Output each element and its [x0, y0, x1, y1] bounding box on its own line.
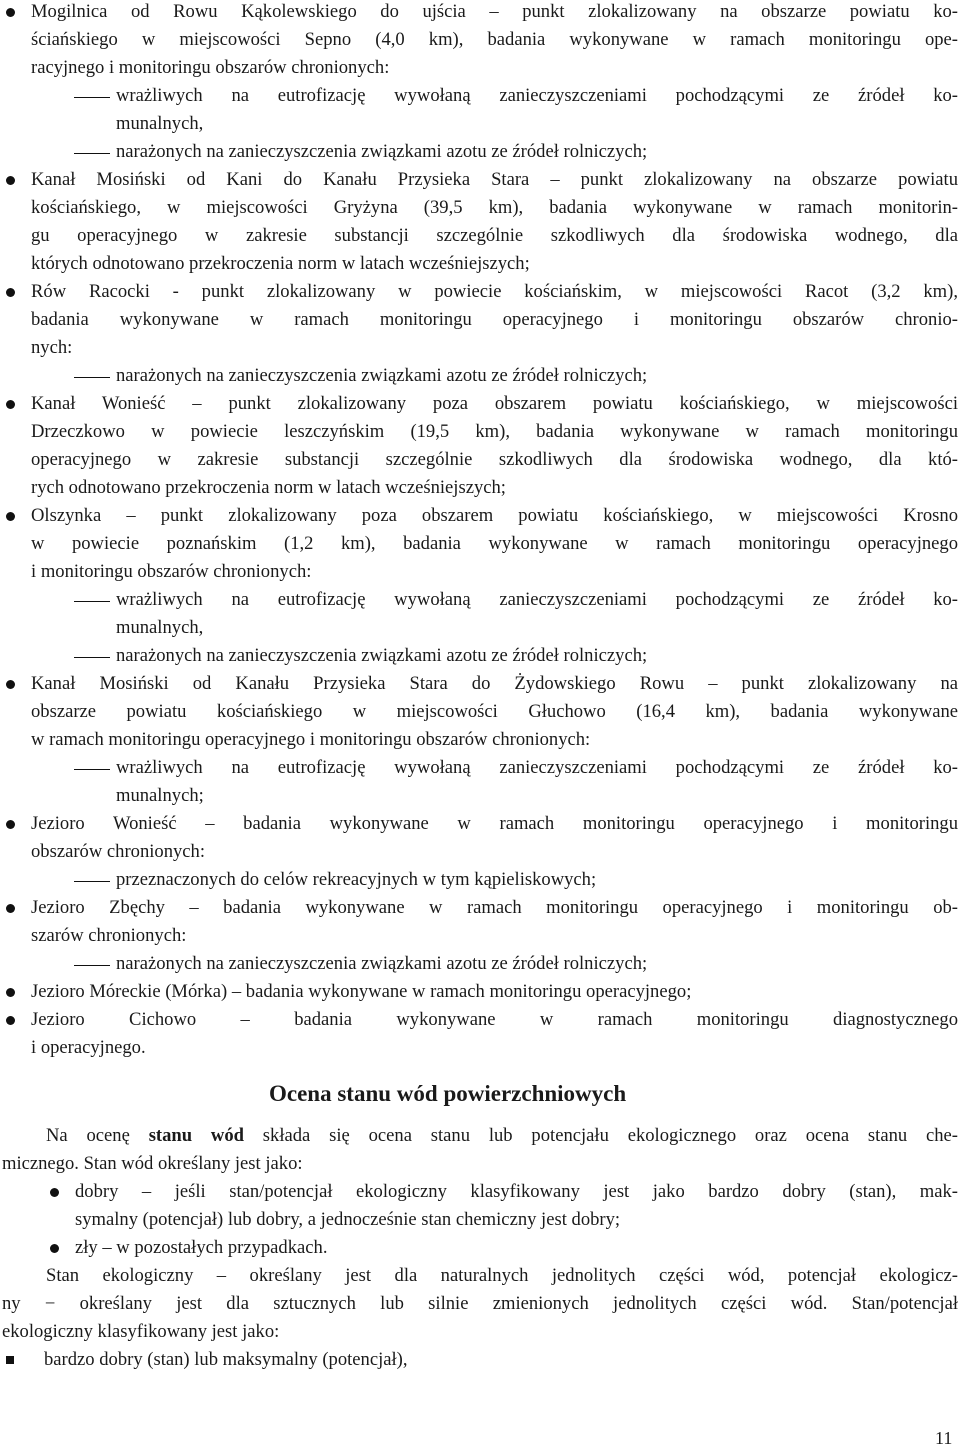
text-line: obszarze powiatu kościańskiego w miejscowości Głuchowo (16,4 km), badania wykonywane: [31, 701, 958, 722]
bullet-icon: [6, 904, 15, 913]
list-line: symalny (potencjał) lub dobry, a jednocześnie stan chemiczny jest dobry;: [75, 1209, 621, 1230]
text-line: Mogilnica od Rowu Kąkolewskiego do ujścia – punkt zlokalizowany na obszarze powiatu ko-: [31, 1, 958, 22]
bullet-icon: [6, 8, 15, 17]
text-line: wrażliwych na eutrofizację wywołaną zanieczyszczeniami pochodzącymi ze źródeł ko-: [116, 757, 958, 778]
dash-icon: [74, 965, 110, 966]
text-line: i monitoringu obszarów chronionych:: [31, 561, 312, 582]
list-line: zły – w pozostałych przypadkach.: [75, 1237, 328, 1258]
paragraph-line: micznego. Stan wód określany jest jako:: [2, 1153, 303, 1174]
text-line: i operacyjnego.: [31, 1037, 146, 1058]
bullet-icon: [6, 400, 15, 409]
dash-icon: [74, 769, 110, 770]
text-line: Olszynka – punkt zlokalizowany poza obszarem powiatu kościańskiego, w miejscowości Krosno: [31, 505, 958, 526]
text-line: badania wykonywane w ramach monitoringu operacyjnego i monitoringu obszarów chronio-: [31, 309, 958, 330]
bold-term: stanu wód: [148, 1125, 244, 1146]
paragraph-line: ny − określany jest dla sztucznych lub silnie zmienionych jednolitych części wód. Stan/potencjał: [2, 1293, 958, 1314]
text-line: Jezioro Zbęchy – badania wykonywane w ramach monitoringu operacyjnego i monitoringu ob-: [31, 897, 958, 918]
bullet-icon: [6, 1016, 15, 1025]
dash-icon: [74, 657, 110, 658]
paragraph-text: Na ocenę: [46, 1125, 149, 1146]
bullet-icon: [50, 1244, 59, 1253]
paragraph-line: [46, 1125, 958, 1147]
page-number: 11: [935, 1428, 953, 1448]
text-line: narażonych na zanieczyszczenia związkami azotu ze źródeł rolniczych;: [116, 141, 648, 162]
dash-icon: [74, 601, 110, 602]
text-line: w ramach monitoringu operacyjnego i monitoringu obszarów chronionych:: [31, 729, 591, 750]
text-line: Jezioro Cichowo – badania wykonywane w ramach monitoringu diagnostycznego: [31, 1009, 958, 1030]
paragraph-line: ekologiczny klasyfikowany jest jako:: [2, 1321, 280, 1342]
text-line: munalnych;: [116, 785, 204, 806]
text-line: gu operacyjnego w zakresie substancji szczególnie szkodliwych dla środowiska wodnego, dla: [31, 225, 958, 246]
text-line: racyjnego i monitoringu obszarów chronionych:: [31, 57, 390, 78]
paragraph-line: Stan ekologiczny – określany jest dla naturalnych jednolitych części wód, potencjał ekologicz-: [46, 1265, 958, 1286]
dash-icon: [74, 153, 110, 154]
text-line: munalnych,: [116, 113, 204, 134]
paragraph-text: składa się ocena stanu lub potencjału ekologicznego oraz ocena stanu che-: [243, 1125, 958, 1146]
text-line: których odnotowano przekroczenia norm w latach wcześniejszych;: [31, 253, 530, 274]
text-line: kościańskiego, w miejscowości Gryżyna (39,5 km), badania wykonywane w ramach monitorin-: [31, 197, 958, 218]
text-line: Kanał Wonieść – punkt zlokalizowany poza obszarem powiatu kościańskiego, w miejscowości: [31, 393, 958, 414]
text-line: Jezioro Móreckie (Mórka) – badania wykonywane w ramach monitoringu operacyjnego;: [31, 981, 692, 1002]
text-line: Kanał Mosiński od Kani do Kanału Przysieka Stara – punkt zlokalizowany na obszarze powiatu: [31, 169, 958, 190]
text-line: rych odnotowano przekroczenia norm w latach wcześniejszych;: [31, 477, 506, 498]
text-line: Kanał Mosiński od Kanału Przysieka Stara do Żydowskiego Rowu – punkt zlokalizowany na: [31, 673, 958, 694]
bullet-icon: [6, 512, 15, 521]
bullet-icon: [6, 820, 15, 829]
bullet-icon: [6, 680, 15, 689]
text-line: operacyjnego w zakresie substancji szczególnie szkodliwych dla środowiska wodnego, dla któ-: [31, 449, 958, 470]
text-line: szarów chronionych:: [31, 925, 187, 946]
text-line: narażonych na zanieczyszczenia związkami azotu ze źródeł rolniczych;: [116, 953, 648, 974]
bullet-icon: [6, 288, 15, 297]
text-line: przeznaczonych do celów rekreacyjnych w tym kąpieliskowych;: [116, 869, 597, 890]
text-line: obszarów chronionych:: [31, 841, 206, 862]
list-line: bardzo dobry (stan) lub maksymalny (potencjał),: [44, 1349, 408, 1370]
text-line: wrażliwych na eutrofizację wywołaną zanieczyszczeniami pochodzącymi ze źródeł ko-: [116, 85, 958, 106]
bullet-icon: [6, 988, 15, 997]
text-line: w powiecie poznańskim (1,2 km), badania wykonywane w ramach monitoringu operacyjnego: [31, 533, 958, 554]
bullet-icon: [6, 176, 15, 185]
list-line: dobry – jeśli stan/potencjał ekologiczny klasyfikowany jest jako bardzo dobry (stan), mak-: [75, 1181, 958, 1202]
text-line: wrażliwych na eutrofizację wywołaną zanieczyszczeniami pochodzącymi ze źródeł ko-: [116, 589, 958, 610]
section-heading: Ocena stanu wód powierzchniowych: [269, 1081, 627, 1106]
text-line: narażonych na zanieczyszczenia związkami azotu ze źródeł rolniczych;: [116, 645, 648, 666]
text-line: Jezioro Wonieść – badania wykonywane w ramach monitoringu operacyjnego i monitoringu: [31, 813, 958, 834]
text-line: ściańskiego w miejscowości Sepno (4,0 km), badania wykonywane w ramach monitoringu ope-: [31, 29, 958, 50]
text-line: munalnych,: [116, 617, 204, 638]
text-line: nych:: [31, 337, 73, 358]
text-line: narażonych na zanieczyszczenia związkami azotu ze źródeł rolniczych;: [116, 365, 648, 386]
dash-icon: [74, 97, 110, 98]
text-line: Drzeczkowo w powiecie leszczyńskim (19,5 km), badania wykonywane w ramach monitoringu: [31, 421, 958, 442]
dash-icon: [74, 377, 110, 378]
bullet-icon: [50, 1188, 59, 1197]
square-bullet-icon: [6, 1356, 14, 1364]
dash-icon: [74, 881, 110, 882]
text-line: Rów Racocki - punkt zlokalizowany w powiecie kościańskim, w miejscowości Racot (3,2 km),: [31, 281, 958, 302]
